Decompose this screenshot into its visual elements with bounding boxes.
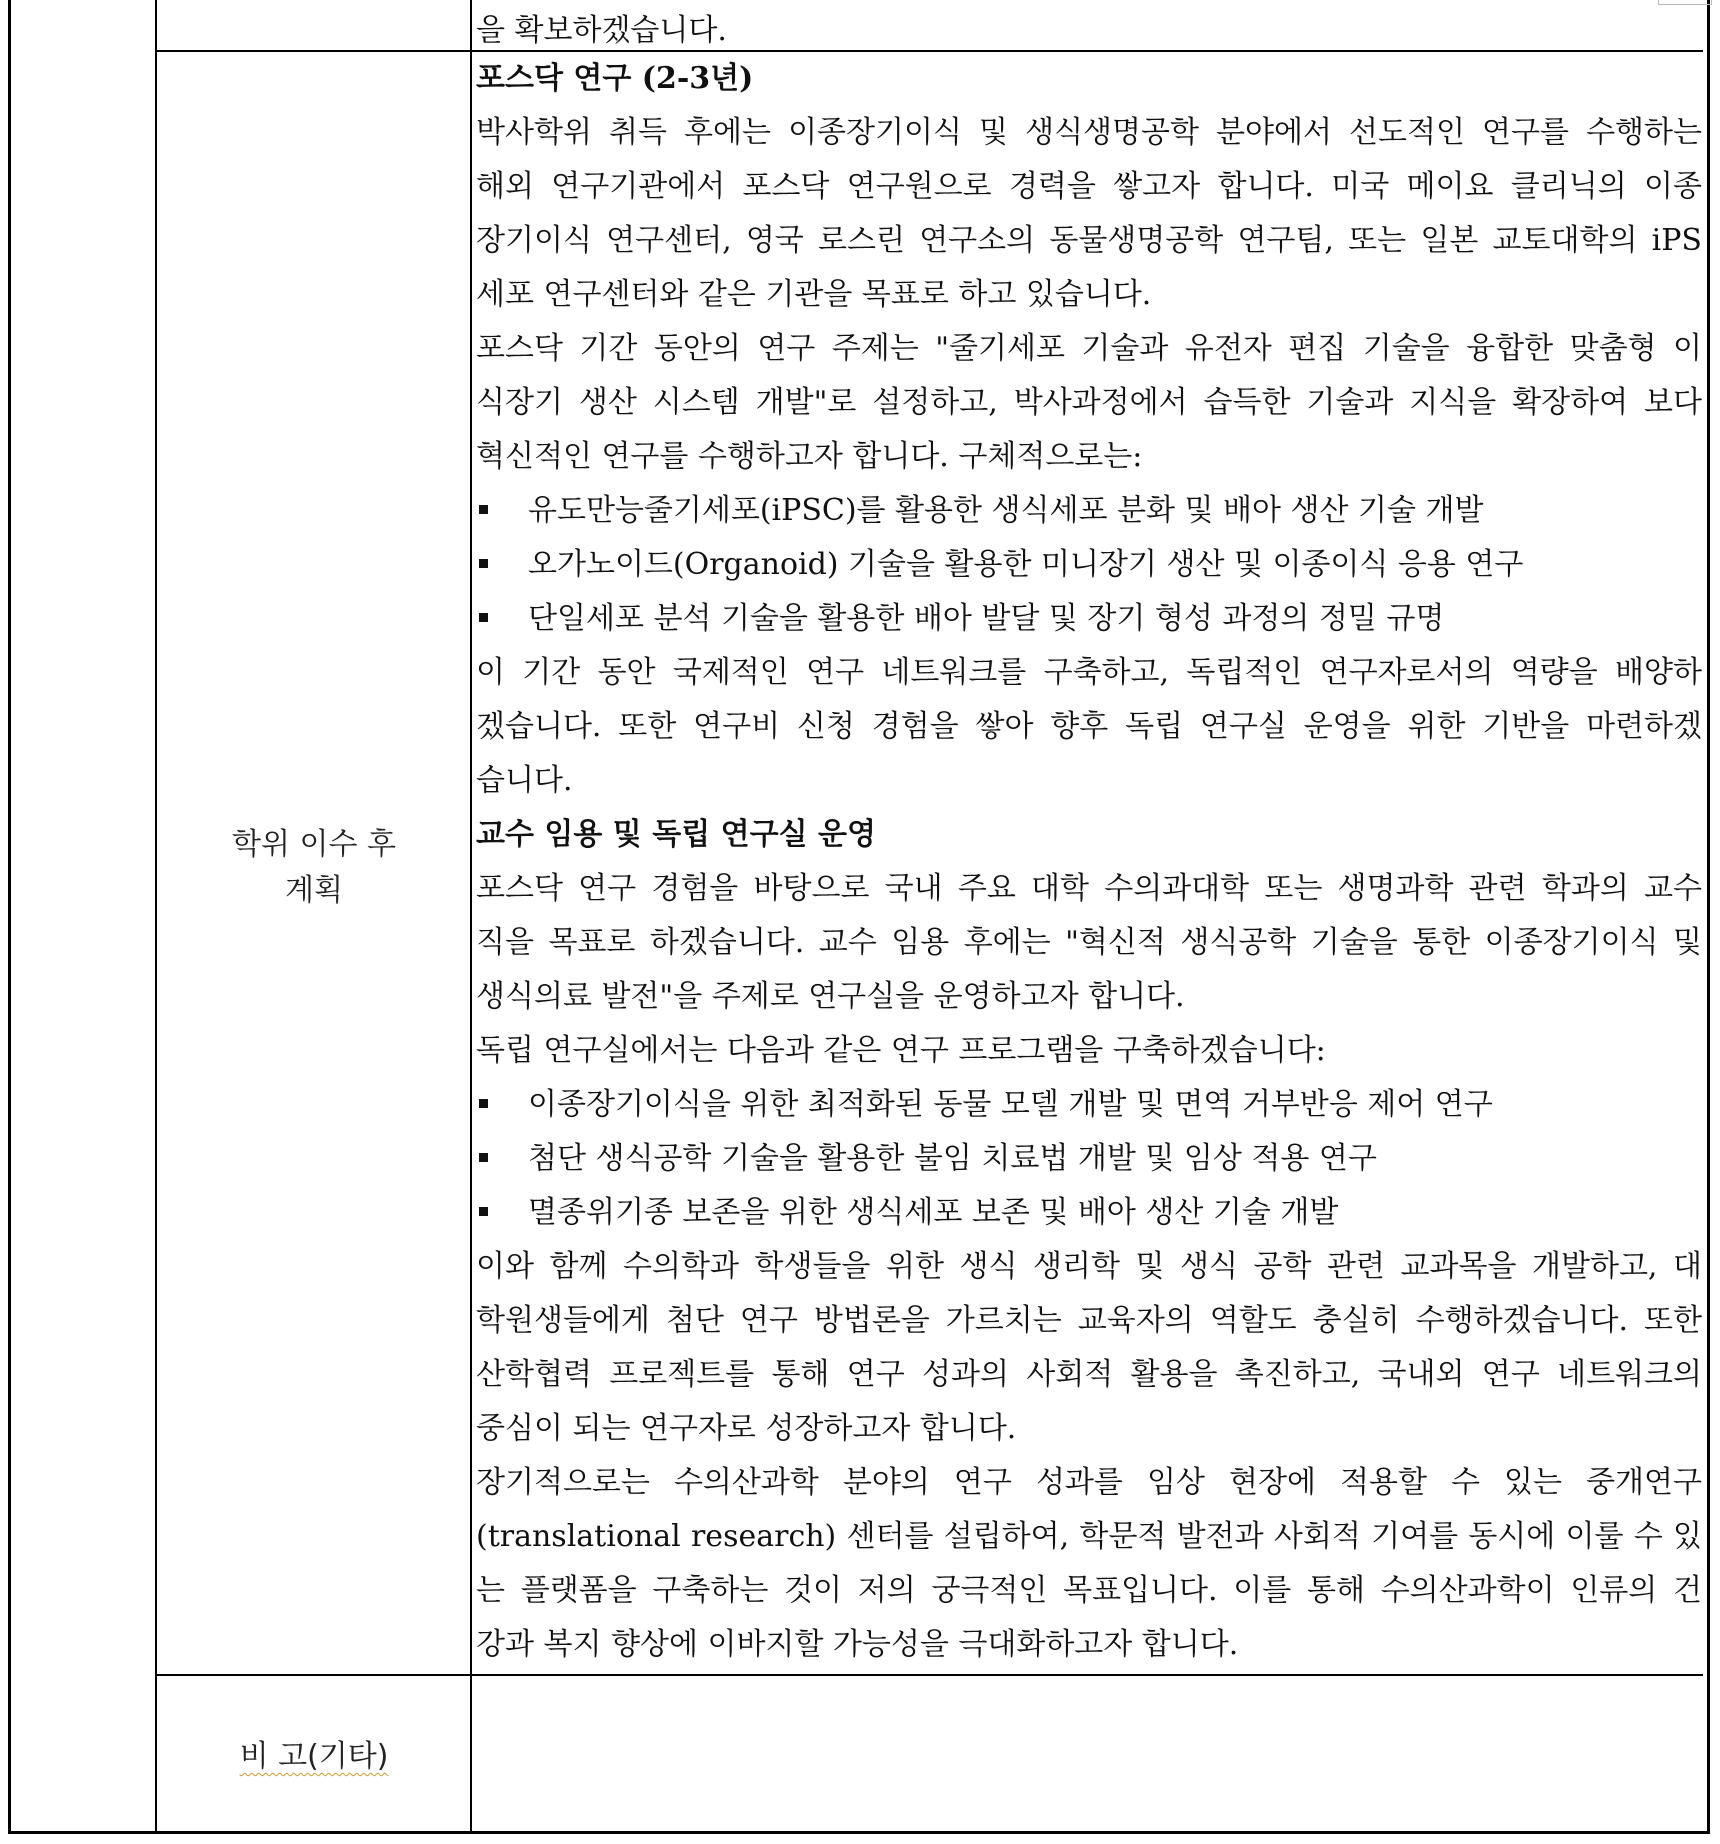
list-item [476,484,1702,538]
row-divider-2 [157,1674,1703,1676]
list-item [476,1132,1702,1186]
list-item-text: 오가노이드(Organoid) 기술을 활용한 미니장기 생산 및 이종이식 응용 연구 [528,547,1524,582]
list-item [476,538,1702,592]
paragraph-line: 산학협력 프로젝트를 통해 연구 성과의 사회적 활용을 촉진하고, 국내외 연구 네트워크의 [476,1357,1702,1392]
list-item-text: 멸종위기종 보존을 위한 생식세포 보존 및 배아 생산 기술 개발 [528,1195,1339,1230]
remarks-label-text: 비 고(기타) [239,1739,389,1774]
column-divider-1 [155,0,157,1834]
paragraph-line: 포스닥 연구 경험을 바탕으로 국내 주요 대학 수의과대학 또는 생명과학 관련 학과의 교수 [476,871,1702,906]
bullet-square-icon [476,1186,528,1240]
bullet-square-icon [476,538,528,592]
paragraph-line: 이와 함께 수의학과 학생들을 위한 생식 생리학 및 생식 공학 관련 교과목을 개발하고, 대 [476,1249,1702,1284]
postdoc-heading: 포스닥 연구 (2-3년) [476,61,754,96]
paragraph-line: 포스닥 기간 동안의 연구 주제는 "줄기세포 기술과 유전자 편집 기술을 융합한 맞춤형 이 [476,331,1702,366]
plan-label [157,822,471,914]
plan-label-line1: 학위 이수 후 [232,827,396,862]
paragraph-line: 겠습니다. 또한 연구비 신청 경험을 쌓아 향후 독립 연구실 운영을 위한 기반을 마련하겠 [476,709,1702,744]
list-item-text: 첨단 생식공학 기술을 활용한 불임 치료법 개발 및 임상 적용 연구 [528,1141,1377,1176]
list-item [476,1078,1702,1132]
remarks-content-cell[interactable] [476,1678,1702,1828]
paragraph-line: 강과 복지 향상에 이바지할 가능성을 극대화하고자 합니다. [476,1627,1239,1662]
professor-heading: 교수 임용 및 독립 연구실 운영 [476,817,876,852]
paragraph-line: 식장기 생산 시스템 개발"로 설정하고, 박사과정에서 습득한 기술과 지식을 확장하여 보다 [476,385,1702,420]
paragraph-line: 직을 목표로 하겠습니다. 교수 임용 후에는 "혁신적 생식공학 기술을 통한 이종장기이식 및 [476,925,1702,960]
list-item-text: 유도만능줄기세포(iPSC)를 활용한 생식세포 분화 및 배아 생산 기술 개발 [528,493,1484,528]
paragraph-line: 중심이 되는 연구자로 성장하고자 합니다. [476,1411,1017,1446]
column-divider-2 [470,0,472,1834]
paragraph-line: 독립 연구실에서는 다음과 같은 연구 프로그램을 구축하겠습니다: [476,1033,1326,1068]
plan-content [476,52,1702,1672]
paragraph-line: 박사학위 취득 후에는 이종장기이식 및 생식생명공학 분야에서 선도적인 연구를 수행하는 [476,115,1702,150]
paragraph-line: 학원생들에게 첨단 연구 방법론을 가르치는 교육자의 역할도 충실히 수행하겠습니다. 또한 [476,1303,1702,1338]
remarks-label [157,1734,471,1780]
list-item-text: 이종장기이식을 위한 최적화된 동물 모델 개발 및 면역 거부반응 제어 연구 [528,1087,1493,1122]
paragraph-line: 장기적으로는 수의산과학 분야의 연구 성과를 임상 현장에 적용할 수 있는 중개연구 [476,1465,1702,1500]
plan-label-line2: 계획 [285,873,343,908]
paragraph-line: 해외 연구기관에서 포스닥 연구원으로 경력을 쌓고자 합니다. 미국 메이요 클리닉의 이종 [476,169,1702,204]
continuation-text: 을 확보하겠습니다. [476,13,727,48]
bullet-square-icon [476,484,528,538]
paragraph-line: 장기이식 연구센터, 영국 로스린 연구소의 동물생명공학 연구팀, 또는 일본 교토대학의 iPS [476,223,1702,258]
list-item [476,592,1702,646]
previous-cell-continuation [476,4,1702,58]
paragraph-line: 이 기간 동안 국제적인 연구 네트워크를 구축하고, 독립적인 연구자로서의 역량을 배양하 [476,655,1702,690]
bullet-square-icon [476,1078,528,1132]
list-item [476,1186,1702,1240]
bullet-square-icon [476,592,528,646]
paragraph-line: 습니다. [476,763,573,798]
paragraph-line: (translational research) 센터를 설립하여, 학문적 발전과 사회적 기여를 동시에 이룰 수 있 [476,1519,1702,1554]
paragraph-line: 생식의료 발전"을 주제로 연구실을 운영하고자 합니다. [476,979,1185,1014]
paragraph-line: 는 플랫폼을 구축하는 것이 저의 궁극적인 목표입니다. 이를 통해 수의산과학이 인류의 건 [476,1573,1702,1608]
list-item-text: 단일세포 분석 기술을 활용한 배아 발달 및 장기 형성 과정의 정밀 규명 [528,601,1445,636]
bullet-square-icon [476,1132,528,1186]
paragraph-line: 혁신적인 연구를 수행하고자 합니다. 구체적으로는: [476,439,1143,474]
paragraph-line: 세포 연구센터와 같은 기관을 목표로 하고 있습니다. [476,277,1152,312]
